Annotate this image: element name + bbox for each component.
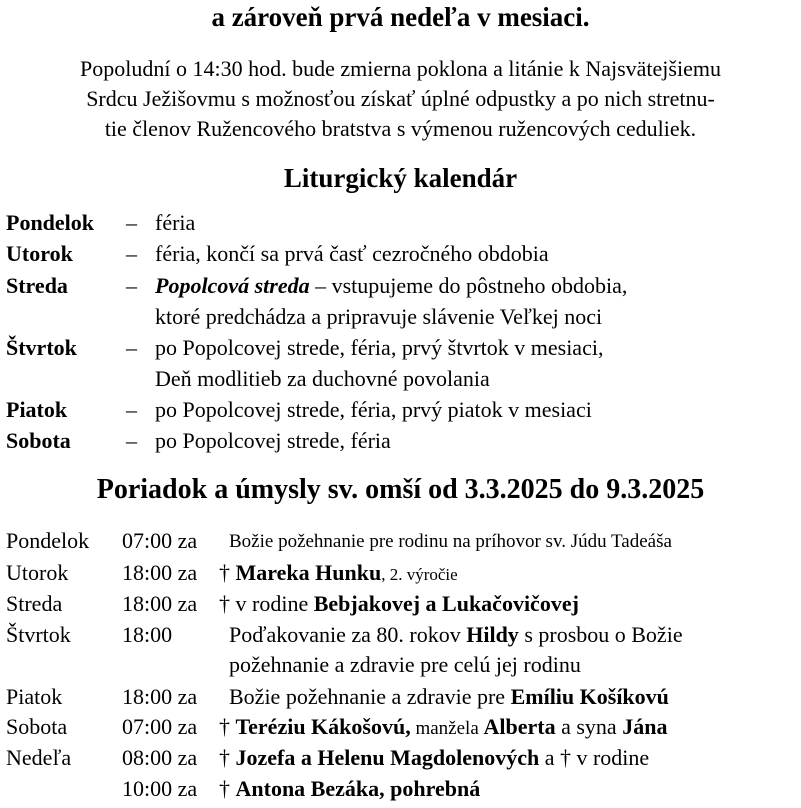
intention-text: manžela	[410, 718, 484, 739]
mass-intention	[219, 560, 458, 586]
cross-symbol: †	[219, 776, 230, 801]
mass-time: 07:00 za	[122, 528, 198, 553]
cross-symbol: †	[559, 745, 571, 770]
calendar-dash: –	[126, 428, 137, 453]
mass-time: 10:00 za	[122, 776, 198, 801]
mass-day: Piatok	[6, 684, 63, 709]
calendar-dash: –	[126, 241, 137, 266]
calendar-text	[155, 273, 627, 299]
calendar-text: po Popolcovej strede, féria	[155, 428, 391, 453]
calendar-dash: –	[126, 273, 137, 298]
mass-intention	[219, 776, 480, 802]
calendar-text: féria, končí sa prvá časť cezročného obdobia	[155, 241, 549, 266]
calendar-text: po Popolcovej strede, féria, prvý štvrtok v mesiaci,	[155, 335, 604, 360]
intention-name: Alberta	[483, 714, 556, 739]
intention-text: a syna	[555, 714, 623, 739]
mass-intention	[229, 622, 683, 648]
intention-text: v rodine	[570, 745, 650, 770]
intention-text: s prosbou o Božie	[518, 622, 683, 647]
mass-day: Sobota	[6, 714, 68, 739]
mass-day: Nedeľa	[6, 745, 72, 770]
mass-time: 08:00 za	[122, 745, 198, 770]
intention-name: Antona Bezáka, pohrebná	[235, 776, 481, 801]
mass-time: 18:00 za	[122, 591, 198, 616]
mass-day: Štvrtok	[6, 622, 71, 647]
calendar-day: Pondelok	[6, 210, 95, 235]
mass-intention-cont: požehnanie a zdravie pre celú jej rodinu	[229, 652, 581, 677]
intention-name: Mareka Hunku	[235, 560, 382, 585]
calendar-day: Sobota	[6, 428, 71, 453]
masses-title: Poriadok a úmysly sv. omší od 3.3.2025 do 9.3.2025	[96, 474, 705, 505]
mass-day: Utorok	[6, 560, 69, 585]
cross-symbol: †	[219, 714, 230, 739]
calendar-dash: –	[126, 335, 137, 360]
calendar-day: Streda	[6, 273, 68, 298]
mass-intention	[219, 745, 649, 771]
mass-intention: Božie požehnanie pre rodinu na príhovor sv. Júdu Tadeáša	[229, 531, 672, 552]
calendar-text-cont: Deň modlitieb za duchovné povolania	[155, 366, 490, 391]
feast-name: Popolcová streda	[155, 273, 310, 298]
calendar-day: Štvrtok	[6, 335, 77, 360]
intro-line: Srdcu Ježišovmu s možnosťou získať úplné odpustky a po nich stretnu-	[86, 86, 715, 111]
feast-desc: – vstupujeme do pôstneho obdobia,	[309, 273, 628, 298]
intention-name: Jána	[622, 714, 668, 739]
mass-intention	[219, 591, 579, 617]
intro-heading: a zároveň prvá nedeľa v mesiaci.	[211, 2, 590, 32]
mass-intention	[229, 684, 669, 710]
intention-name: Emíliu Košíkovú	[510, 684, 669, 709]
calendar-day: Utorok	[6, 241, 73, 266]
intention-text: a	[539, 745, 560, 770]
calendar-text: féria	[155, 210, 196, 235]
mass-time: 18:00	[122, 622, 173, 647]
intention-text: v rodine	[235, 591, 314, 616]
calendar-text: po Popolcovej strede, féria, prvý piatok v mesiaci	[155, 397, 592, 422]
intention-text: Poďakovanie za 80. rokov	[229, 622, 467, 647]
intention-name: Teréziu Kákošovú,	[235, 714, 411, 739]
intro-line: tie členov Ružencového bratstva s výmenou ružencových ceduliek.	[104, 116, 697, 141]
calendar-dash: –	[126, 397, 137, 422]
intention-name: Hildy	[466, 622, 519, 647]
cross-symbol: †	[219, 745, 230, 770]
mass-intention	[219, 714, 667, 740]
calendar-dash: –	[126, 210, 137, 235]
intention-name: Jozefa a Helenu Magdolenových	[235, 745, 540, 770]
intention-note: , 2. výročie	[381, 565, 458, 584]
mass-time: 07:00 za	[122, 714, 198, 739]
calendar-day: Piatok	[6, 397, 68, 422]
mass-time: 18:00 za	[122, 684, 198, 709]
intention-text: Božie požehnanie a zdravie pre	[229, 684, 511, 709]
calendar-title: Liturgický kalendár	[283, 163, 518, 193]
intention-name: Bebjakovej a Lukačovičovej	[313, 591, 579, 616]
intro-line: Popoludní o 14:30 hod. bude zmierna poklona a litánie k Najsvätejšiemu	[80, 56, 721, 81]
mass-time: 18:00 za	[122, 560, 198, 585]
cross-symbol: †	[219, 560, 230, 585]
mass-day: Pondelok	[6, 528, 90, 553]
calendar-text-cont: ktoré predchádza a pripravuje slávenie Veľkej noci	[155, 304, 603, 329]
cross-symbol: †	[219, 591, 230, 616]
mass-day: Streda	[6, 591, 63, 616]
